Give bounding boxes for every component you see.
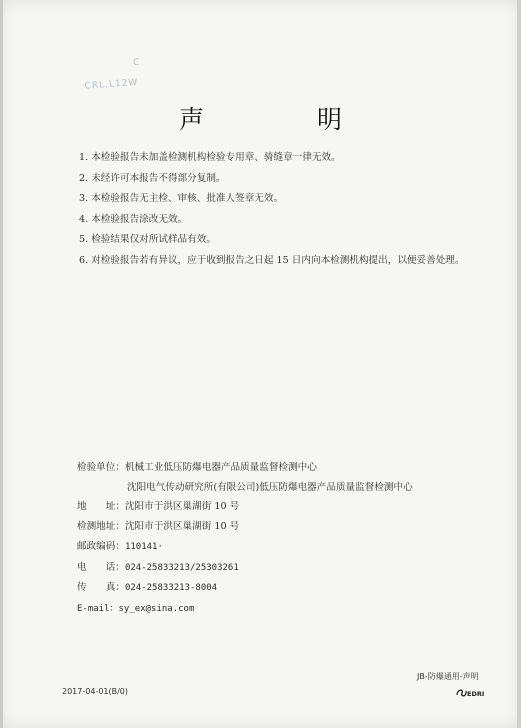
faint-stamp-text-1: C: [132, 57, 141, 69]
address-label: 地 址：: [77, 501, 125, 513]
fax-label: 传 真：: [77, 582, 125, 594]
email-value: sy_ex@sina.com: [118, 603, 195, 614]
clause-4: 4. 本检验报告涂改无效。: [79, 213, 188, 225]
unit-row-2: [77, 478, 497, 498]
fax-value: 024-25833213-8004: [124, 583, 218, 594]
test-site-row: [77, 517, 497, 537]
unit-name-1: 机械工业低压防爆电器产品质量监督检测中心: [124, 462, 317, 473]
phone-value: 024-25833213/25303261: [124, 562, 239, 573]
address-value: 沈阳市于洪区巢湖街 10 号: [124, 501, 240, 513]
phone-row: [77, 558, 497, 579]
form-code: JB-防爆通用-声明: [417, 672, 479, 681]
address-row: [77, 497, 497, 517]
clause-5: 5. 检验结果仅对所试样品有效。: [79, 234, 216, 245]
postcode-row: [77, 537, 497, 558]
unit-name-2: 沈阳电气传动研究所(有限公司)低压防爆电器产品质量监督检测中心: [127, 481, 413, 493]
email-row: [77, 599, 497, 620]
revision-date: 2017-04-01(B/0): [62, 687, 129, 696]
clause-6: 6. 对检验报告若有异议，应于收到报告之日起 15 日内向本检测机构提出，以便妥善处理。: [79, 254, 465, 266]
clause-1: 1. 本检验报告未加盖检测机构检验专用章、骑缝章一律无效。: [79, 152, 341, 163]
faint-stamp-impression: [79, 46, 252, 104]
declaration-clauses: [79, 148, 499, 271]
email-label: E-mail：: [77, 603, 119, 614]
contact-info-block: [77, 458, 497, 620]
unit-row: [77, 458, 497, 478]
postcode-label: 邮政编码：: [77, 540, 125, 552]
phone-label: 电 话：: [77, 561, 125, 573]
svg-text:EDRI: EDRI: [467, 690, 485, 698]
postcode-value: 110141·: [124, 541, 163, 552]
faint-stamp-text-2: CRL.L12W: [84, 77, 139, 92]
clause-3: 3. 本检验报告无主检、审核、批准人签章无效。: [79, 193, 284, 204]
fax-row: [77, 578, 497, 599]
institute-logo-icon: [455, 685, 489, 699]
test-site-value: 沈阳市于洪区巢湖街 10 号: [124, 521, 240, 533]
clause-2: 2. 未经许可本报告不得部分复制。: [79, 172, 226, 184]
declaration-title: 声 明: [178, 105, 386, 134]
unit-label: 检验单位：: [77, 462, 125, 473]
test-site-label: 检测地址：: [77, 521, 125, 533]
